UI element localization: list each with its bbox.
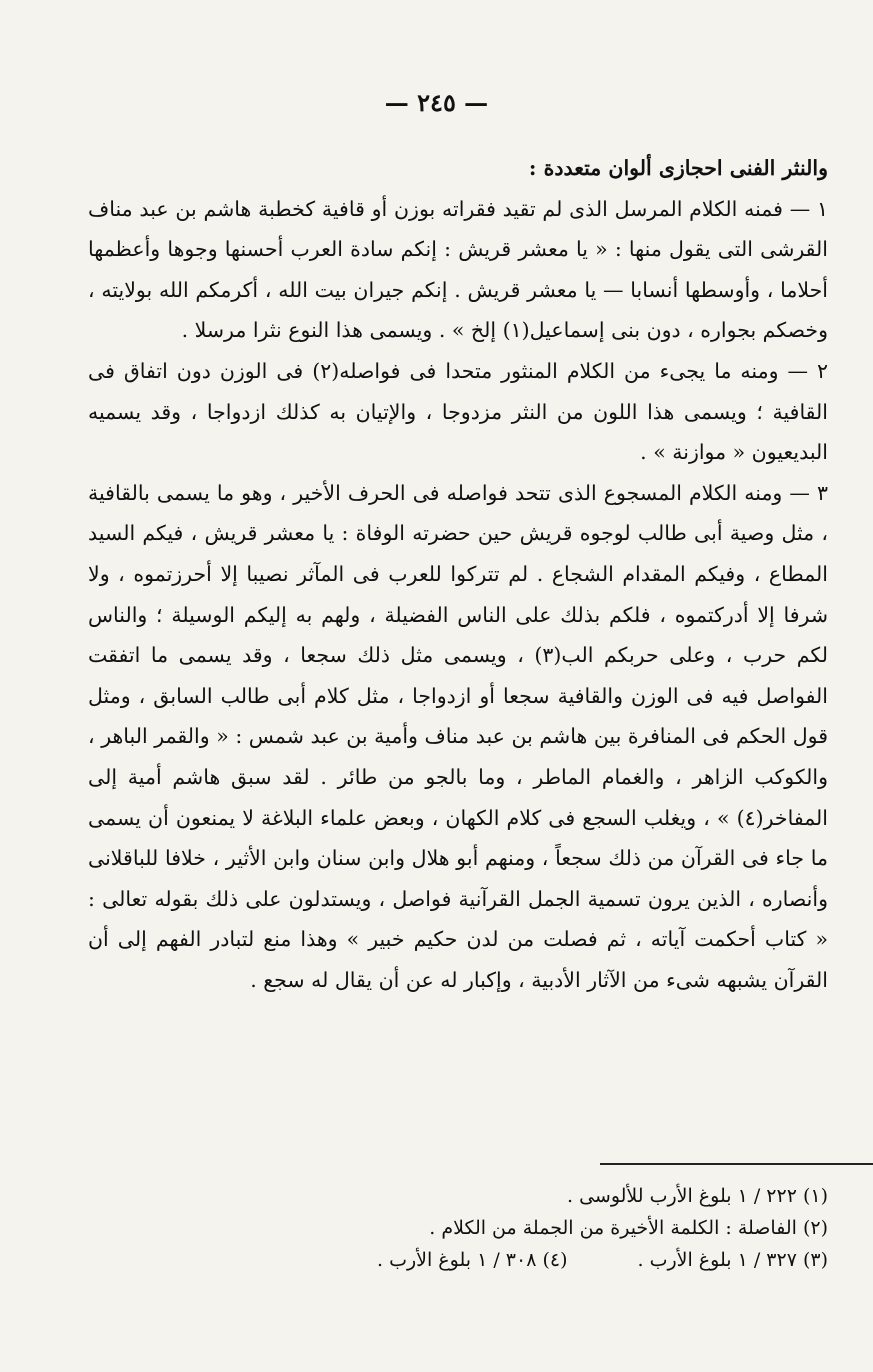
footnote-row-3-4 <box>188 1244 828 1276</box>
main-text <box>88 148 828 1000</box>
paragraph-3: ٣ — ومنه الكلام المسجوع الذى تتحد فواصله فى الحرف الأخير ، وهو ما يسمى بالقافية ، مثل وصية أبى طالب لوجوه قريش حين حضرته الوفاة : يا معشر قريش ، فيكم السيد المطاع ، وفيكم المقدام الشجاع . لم تتركوا للعرب فى المآثر نصيبا إلا أحرزتموه ، ولا شرفا إلا أدركتموه ، فلكم بذلك على الناس الفضيلة ، ولهم به إليكم الوسيلة ؛ والناس لكم حرب ، وعلى حربكم الب(٣) ، ويسمى مثل ذلك سجعا ، وقد يسمى ما اتفقت الفواصل فيه فى الوزن والقافية سجعا أو ازدواجا ، مثل كلام أبى طالب السابق ، ومثل قول الحكم فى المنافرة بين هاشم بن عبد مناف وأمية بن عبد شمس : « والقمر الباهر ، والكوكب الزاهر ، والغمام الماطر ، وما بالجو من طائر . لقد سبق هاشم أمية إلى المفاخر(٤) » ، ويغلب السجع فى كلام الكهان ، وبعض علماء البلاغة لا يمنعون أن يسمى ما جاء فى القرآن من ذلك سجعاً ، ومنهم أبو هلال وابن سنان وابن الأثير ، خلافا للباقلانى وأنصاره ، الذين يرون تسمية الجمل القرآنية فواصل ، ويستدلون على ذلك بقوله تعالى : « كتاب أحكمت آياته ، ثم فصلت من لدن حكيم خبير » وهذا منع لتبادر الفهم إلى أن القرآن يشبهه شىء من الآثار الأدبية ، وإكبار له عن أن يقال له سجع . <box>88 480 828 992</box>
page-number: — ٢٤٥ — <box>384 88 489 117</box>
paragraph-2: ٢ — ومنه ما يجىء من الكلام المنثور متحدا فى فواصله(٢) فى الوزن دون اتفاق فى القافية ؛ ويسمى هذا اللون من النثر مزدوجا ، والإتيان به كذلك ازدواجا ، وقد يسميه البديعيون « موازنة » . <box>88 358 828 465</box>
footnote-divider <box>600 1163 873 1165</box>
footnotes <box>188 1180 828 1276</box>
footnote-1: (١) ٢٢٢ / ١ بلوغ الأرب للألوسى . <box>566 1185 828 1207</box>
footnote-3: (٣) ٣٢٧ / ١ بلوغ الأرب . <box>637 1249 828 1271</box>
intro-line: والنثر الفنى احجازى ألوان متعددة : <box>528 156 828 180</box>
paragraph-1: ١ — فمنه الكلام المرسل الذى لم تقيد فقراته بوزن أو قافية كخطبة هاشم بن عبد مناف القرشى التى يقول منها : « يا معشر قريش : إنكم سادة العرب أحسنها وجوها وأعظمها أحلاما ، وأوسطها أنسابا — يا معشر قريش . إنكم جيران بيت الله ، أكرمكم الله بولايته ، وخصكم بجواره ، دون بنى إسماعيل(١) إلخ » . ويسمى هذا النوع نثرا مرسلا . <box>88 196 828 343</box>
footnote-2: (٢) الفاصلة : الكلمة الأخيرة من الجملة من الكلام . <box>429 1217 828 1239</box>
footnote-4: (٤) ٣٠٨ / ١ بلوغ الأرب . <box>377 1249 568 1271</box>
